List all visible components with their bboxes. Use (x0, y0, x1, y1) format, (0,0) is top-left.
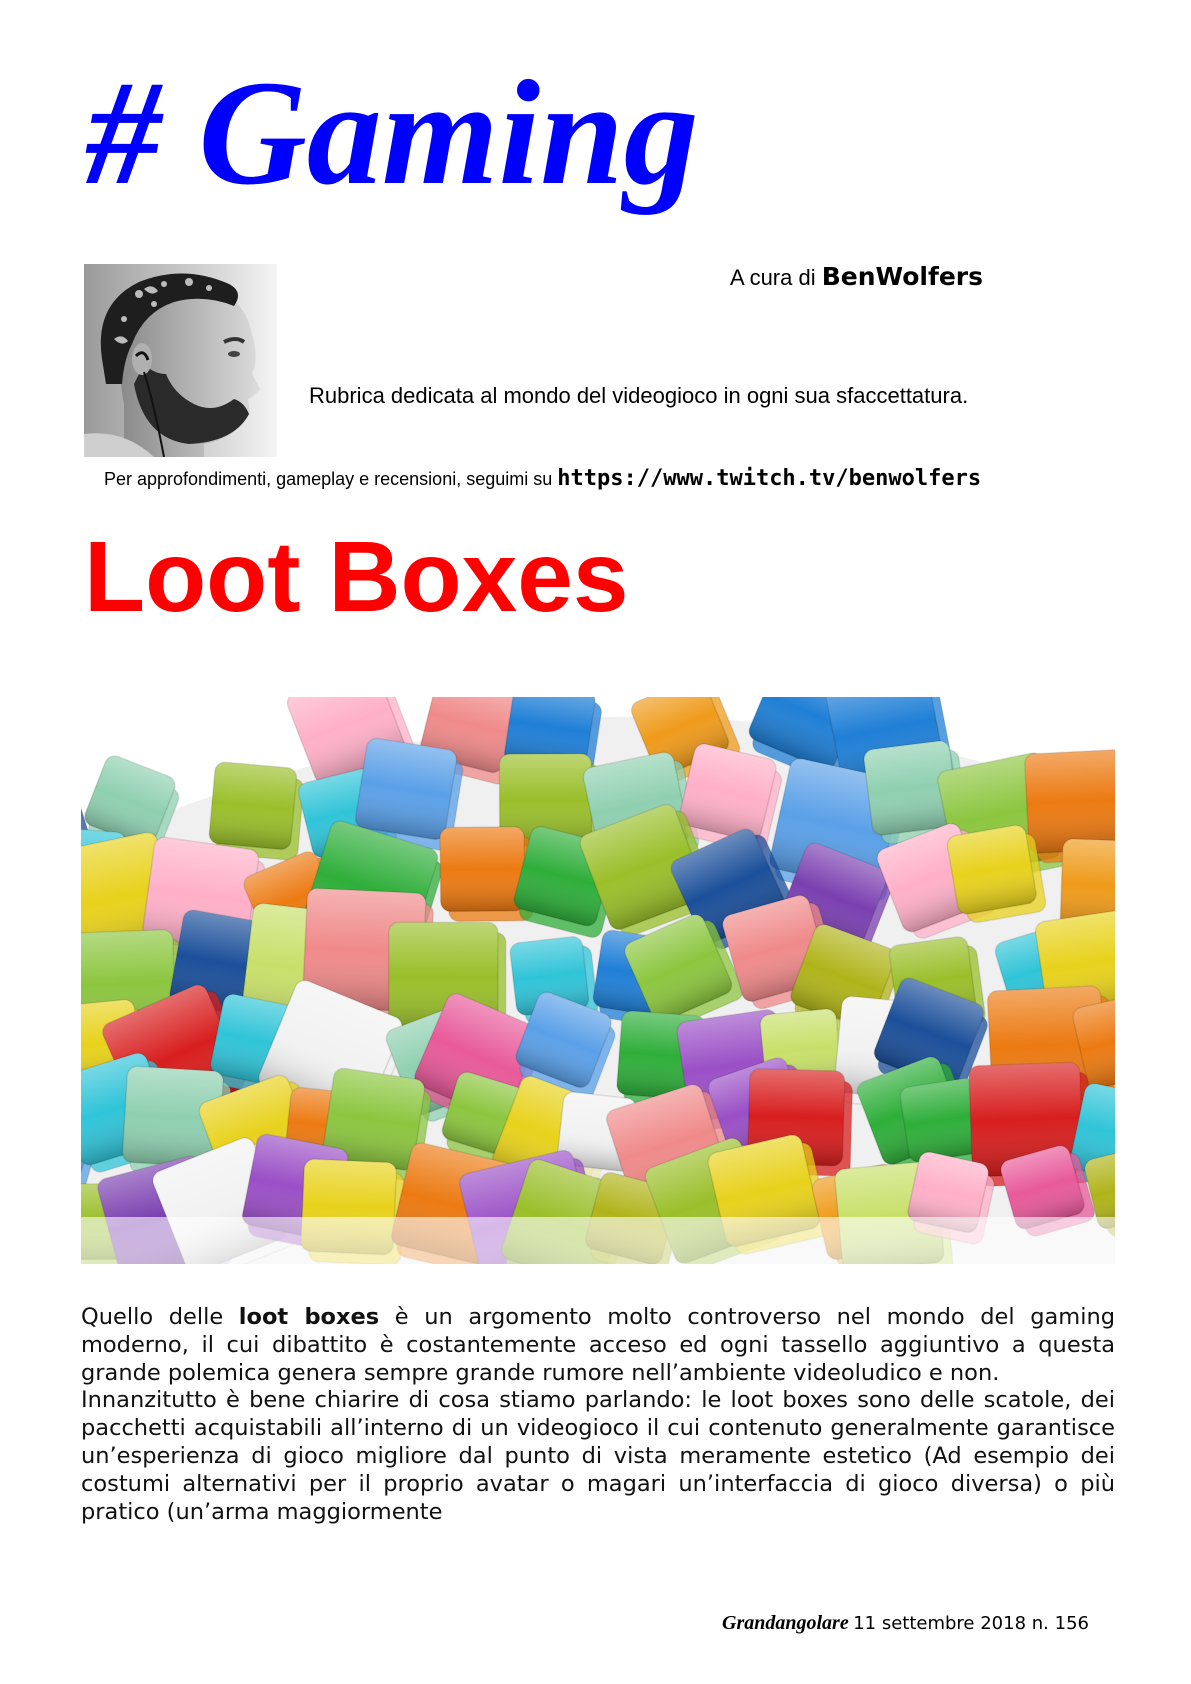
paragraph-2: Innanzitutto è bene chiarire di cosa stiamo parlando: le loot boxes sono delle scatole, dei pacchetti acquistabili all’interno di un videogioco il cui contenuto generalmente garantisce un’esperienza di gioco migliore dal punto di vista meramente estetico (Ad esempio dei costumi alternativi per il proprio avatar o magari un’interfaccia di gioco diversa) o più pratico (un’arma maggiormente (81, 1387, 1115, 1525)
article-body (81, 1304, 1115, 1526)
author-photo (84, 264, 277, 457)
article-title: Loot Boxes (84, 521, 629, 633)
follow-line (104, 466, 981, 491)
cube-shape (946, 822, 1047, 925)
para1-end: è un argomento molto controverso nel mondo del gaming moderno, il cui dibattito è costantemente acceso ed ogni tassello aggiuntivo a questa grande polemica genera sempre grande rumore nell’ambiente videoludico e non. (81, 1304, 1115, 1386)
curator-line (730, 262, 983, 291)
magazine-name: Grandangolare (722, 1612, 849, 1634)
rubric-title: # Gaming (86, 50, 699, 216)
rubric-description: Rubrica dedicata al mondo del videogioco in ogni sua sfaccettatura. (309, 383, 969, 408)
page-footer (722, 1612, 1089, 1635)
paragraph-1 (81, 1304, 1115, 1387)
issue-info: 11 settembre 2018 n. 156 (853, 1613, 1089, 1634)
twitch-link[interactable]: https://www.twitch.tv/benwolfers (557, 466, 982, 491)
keyword-loot-boxes: loot boxes (238, 1304, 380, 1330)
para1-start: Quello delle (81, 1304, 224, 1330)
hero-image (81, 697, 1115, 1264)
curator-name: BenWolfers (821, 262, 984, 291)
follow-text: Per approfondimenti, gameplay e recensioni, seguimi su (104, 469, 553, 489)
curator-prefix: A cura di (730, 265, 816, 290)
